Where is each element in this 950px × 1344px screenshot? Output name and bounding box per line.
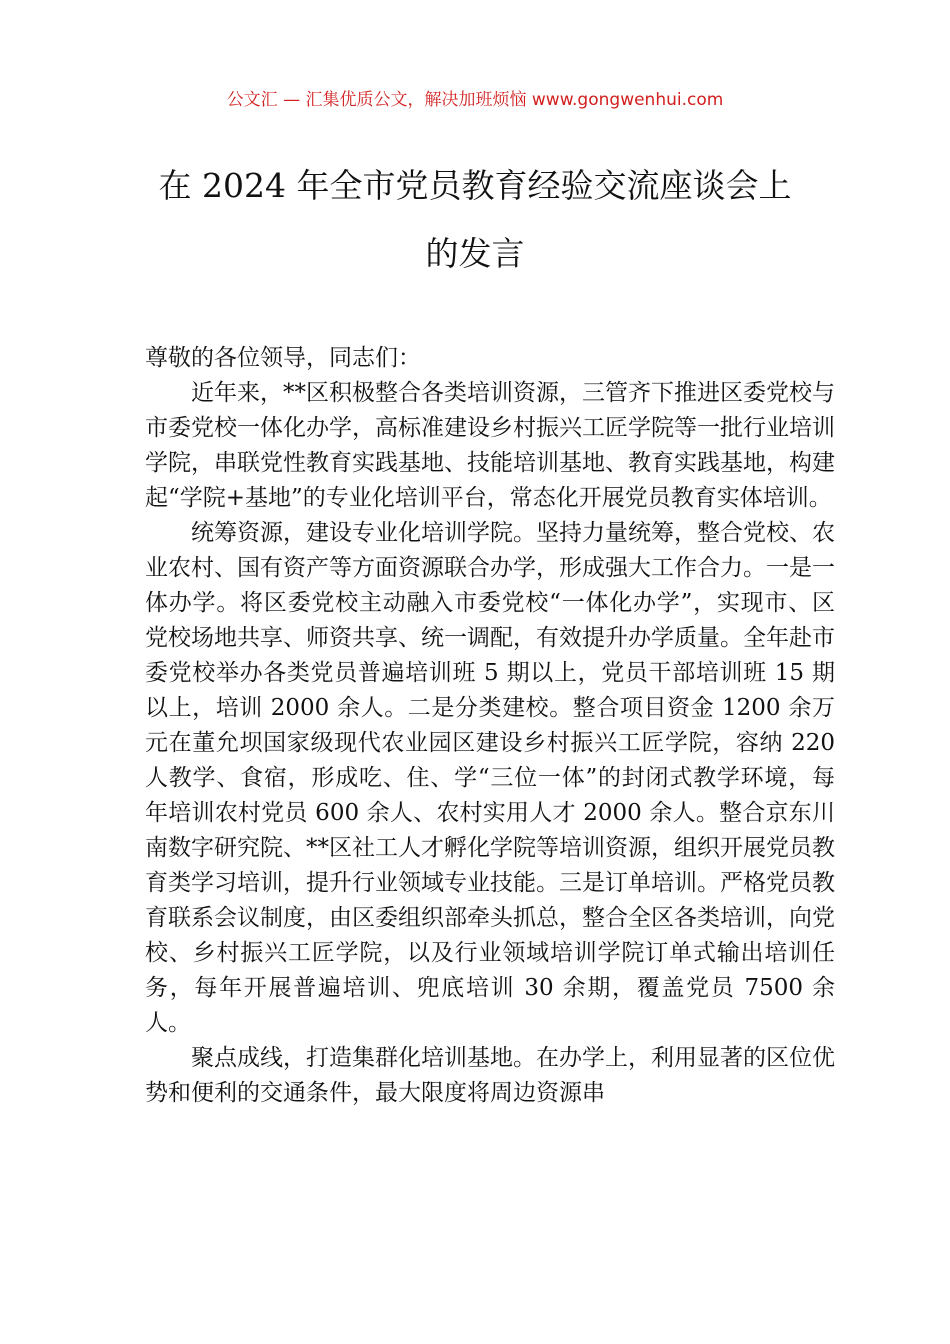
- title-line-2: 的发言: [425, 234, 525, 273]
- paragraph-bases: 聚点成线，打造集群化培训基地。在办学上，利用显著的区位优势和便利的交通条件，最大限度将周边资源串: [145, 1045, 835, 1106]
- document-body: [145, 341, 835, 1111]
- document-title: [100, 152, 850, 288]
- salutation: 尊敬的各位领导，同志们：: [145, 345, 421, 371]
- paragraph-intro: 近年来，**区积极整合各类培训资源，三管齐下推进区委党校与市委党校一体化办学，高标准建设乡村振兴工匠学院等一批行业培训学院，串联党性教育实践基地、技能培训基地、教育实践基地，构建起“学院+基地”的专业化培训平台，常态化开展党员教育实体培训。: [145, 380, 835, 511]
- title-line-1: 在 2024 年全市党员教育经验交流座谈会上: [158, 166, 792, 205]
- paragraph-resources: 统筹资源，建设专业化培训学院。坚持力量统筹，整合党校、农业农村、国有资产等方面资源联合办学，形成强大工作合力。一是一体办学。将区委党校主动融入市委党校“一体化办学”，实现市、区党校场地共享、师资共享、统一调配，有效提升办学质量。全年赴市委党校举办各类党员普遍培训班 5 期以上，党员干部培训班 15 期以上，培训 2000 余人。二是分类建校。整合项目资金 1200 余万元在董允坝国家级现代农业园区建设乡村振兴工匠学院，容纳 220 人教学、食宿，形成吃、住、学“三位一体”的封闭式教学环境，每年培训农村党员 600 余人、农村实用人才 2000 余人。整合京东川南数字研究院、**区社工人才孵化学院等培训资源，组织开展党员教育类学习培训，提升行业领域专业技能。三是订单培训。严格党员教育联系会议制度，由区委组织部牵头抓总，整合全区各类培训，向党校、乡村振兴工匠学院，以及行业领域培训学院订单式输出培训任务，每年开展普遍培训、兜底培训 30 余期，覆盖党员 7500 余人。: [145, 520, 835, 1036]
- site-header-banner: 公文汇 — 汇集优质公文，解决加班烦恼 www.gongwenhui.com: [226, 90, 724, 110]
